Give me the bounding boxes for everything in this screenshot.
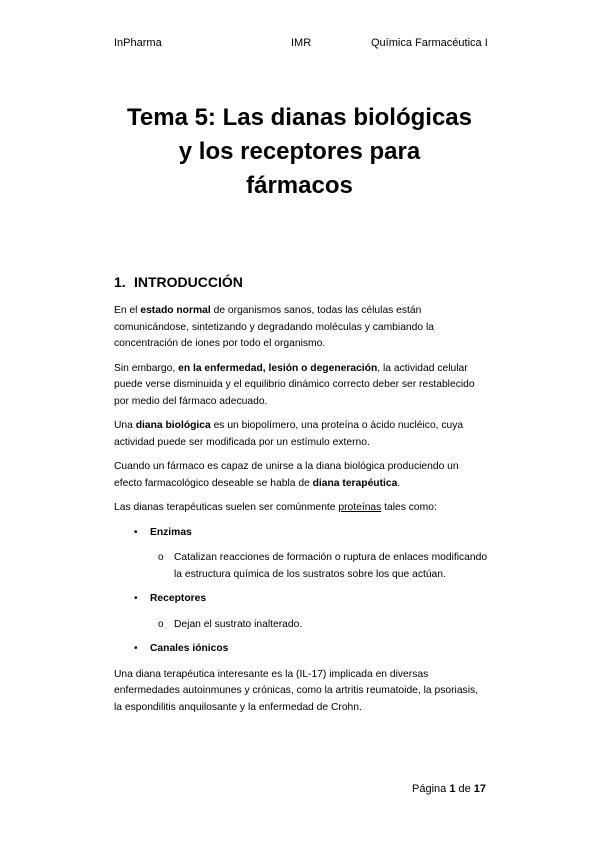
sub-list [150, 617, 488, 634]
target-list [114, 525, 488, 658]
paragraph-enfermedad [114, 361, 488, 411]
bullet-icon: • [134, 526, 138, 538]
text: En el [114, 305, 141, 316]
list-item-canales [114, 641, 488, 658]
sub-bullet-icon: o [158, 552, 164, 563]
sub-list-item-text: Catalizan reacciones de formación o ruptura de enlaces modificando la estructura química de los sustratos sobre los que actúan. [174, 552, 488, 580]
text: tales como: [381, 502, 437, 513]
text: Una [114, 420, 136, 431]
sub-list-item-text: Dejan el sustrato inalterado. [174, 618, 303, 630]
paragraph-diana-terapeutica [114, 459, 488, 492]
list-item-label: Canales iónicos [150, 643, 229, 654]
text: es un biopolímero, una proteína o ácido nucléico, cuya actividad puede ser modificada por un estímulo externo. [114, 420, 464, 448]
page-footer [412, 783, 486, 795]
title-line-2: y los receptores para [178, 138, 421, 165]
paragraph-il17: Una diana terapéutica interesante es la (IL-17) implicada en diversas enfermedades autoinmunes y crónicas, como la artritis reumatoide, la psoriasis, la espondilitis anquilosante y la enfermedad de Crohn. [114, 668, 478, 713]
page-header [0, 37, 599, 53]
sub-list [150, 550, 488, 583]
footer-total-pages: 17 [473, 783, 487, 795]
paragraph-proteinas [114, 500, 488, 517]
header-center-text: IMR [291, 37, 312, 49]
bold-term: diana terapéutica [312, 477, 398, 489]
sub-bullet-icon: o [158, 618, 164, 630]
text: de organismos sanos, todas las células están comunicándose, sintetizando y degradando moléculas y cambiando la concentración de iones por todo el organismo. [114, 305, 434, 349]
list-item-enzimas [114, 525, 488, 584]
section-title: INTRODUCCIÓN [134, 274, 243, 290]
bullet-icon: • [134, 643, 138, 654]
header-right-text: Química Farmacéutica I [371, 37, 488, 49]
text: Sin embargo, [114, 362, 179, 374]
bold-term: diana biológica [135, 420, 211, 431]
bold-term: estado normal [140, 305, 211, 316]
bullet-icon: • [134, 593, 138, 604]
document-body [114, 303, 488, 724]
footer-prefix: Página [412, 783, 450, 795]
footer-mid: de [455, 783, 474, 795]
footer-page-number: 1 [449, 783, 456, 795]
text: Las dianas terapéuticas suelen ser comúnmente [114, 502, 339, 513]
paragraph-diana-biologica [114, 418, 488, 451]
paragraph-estado-normal [114, 303, 488, 353]
text: Cuando un fármaco es capaz de unirse a la diana biológica produciendo un efecto farmacológico deseable se habla de [114, 461, 459, 489]
sub-list-item [150, 550, 488, 583]
document-title [100, 101, 499, 203]
bold-term: en la enfermedad, lesión o degeneración [178, 362, 378, 374]
list-item-label: Receptores [150, 593, 207, 604]
header-left-text: InPharma [114, 37, 162, 49]
section-number: 1. [114, 274, 126, 290]
section-heading [114, 274, 243, 290]
text: , la actividad celular puede verse disminuida y el equilibrio dinámico correcto deber ser restablecido por medio del fármaco adecuado. [114, 362, 475, 407]
title-line-3: fármacos [246, 172, 353, 199]
list-item-label: Enzimas [150, 526, 192, 538]
underlined-term: proteínas [338, 502, 382, 513]
sub-list-item [150, 617, 488, 634]
list-item-receptores [114, 591, 488, 633]
text: . [397, 477, 401, 489]
title-line-1: Tema 5: Las dianas biológicas [127, 104, 472, 131]
